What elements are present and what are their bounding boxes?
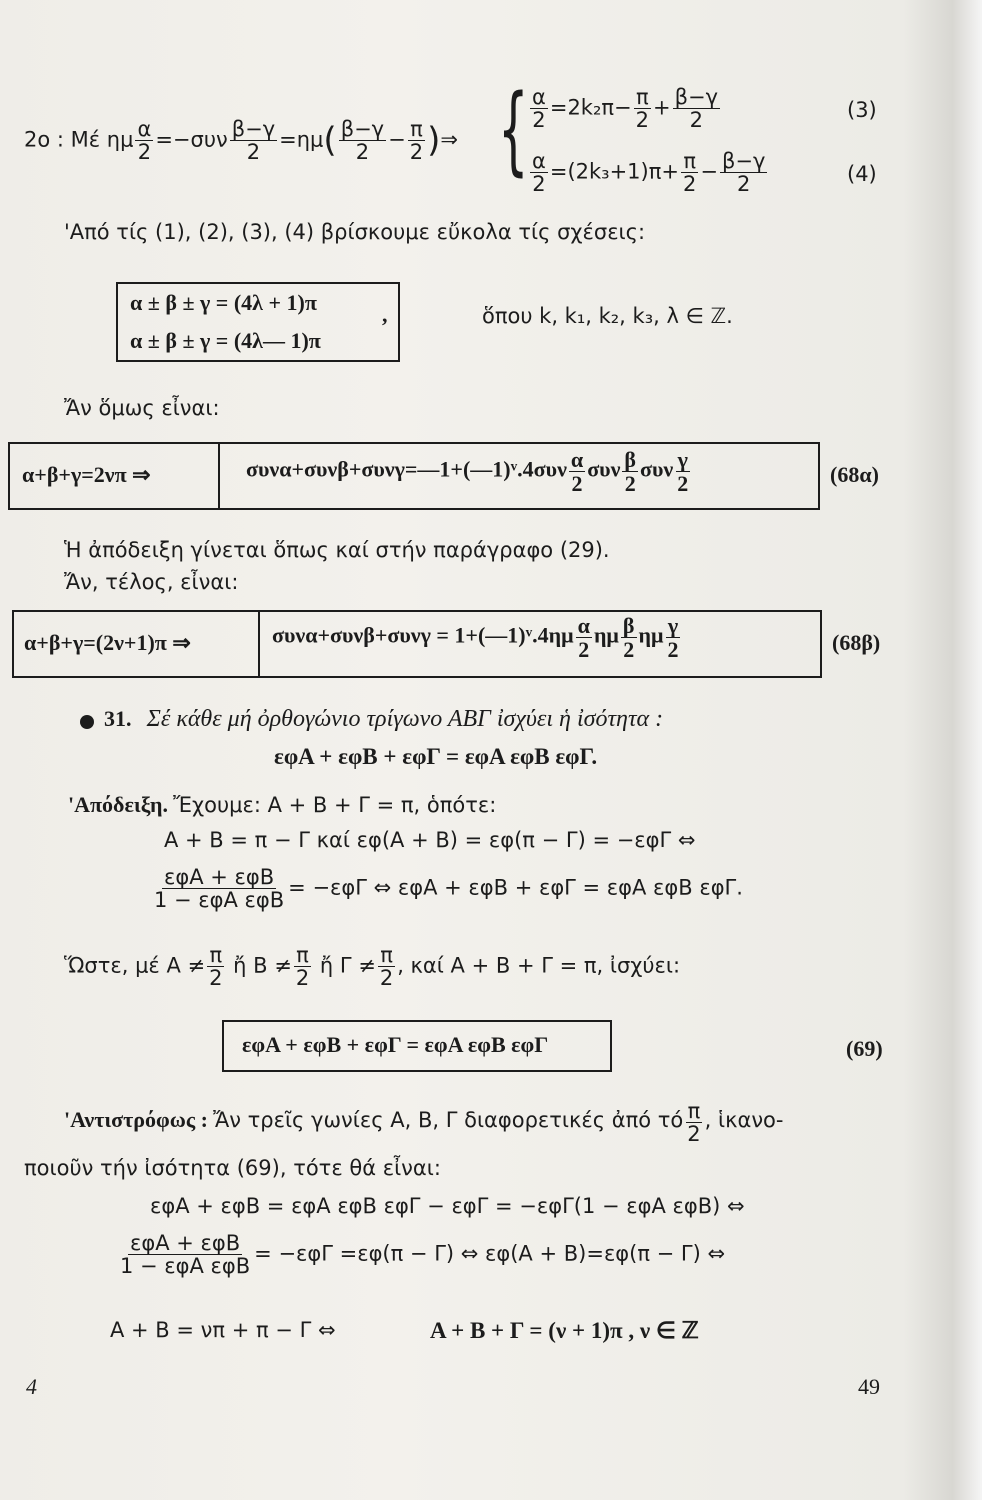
proof-line-1 bbox=[68, 792, 496, 818]
proof-line-3: $\frac{\text{εφΑ + εφΒ}}{\text{1 − εφΑ εφΒ}}$ = −εφΓ ⇔ εφΑ + εφΒ + εφΓ = εφΑ εφΒ εφΓ. bbox=[154, 865, 743, 913]
case2-paren-frac1: $\frac{\beta-\gamma}{2}$ bbox=[340, 117, 385, 165]
section-number: 31. bbox=[104, 706, 132, 731]
section-identity: εφΑ + εφΒ + εφΓ = εφΑ εφΒ εφΓ. bbox=[274, 744, 598, 769]
tag-68b: (68β) bbox=[832, 630, 881, 655]
tag-3: (3) bbox=[847, 98, 877, 122]
case2-eq-lhs: ημ bbox=[106, 127, 134, 152]
footer-left-marker: 4 bbox=[26, 1374, 37, 1399]
eq68b-left: α+β+γ=(2ν+1)π ⇒ bbox=[24, 630, 191, 655]
case2-eq-mid: =−συν bbox=[155, 127, 228, 152]
tag-4: (4) bbox=[847, 162, 877, 186]
left-brace-icon: { bbox=[498, 74, 529, 186]
case2-paren-frac2: $\frac{\pi}{2}$ bbox=[409, 117, 424, 165]
case2-label: 2ο : Μέ bbox=[24, 127, 101, 152]
from-relations-text: 'Από τίς (1), (2), (3), (4) βρίσκουμε εὔκολα τίς σχέσεις: bbox=[64, 220, 646, 244]
case2-equation: 2ο : Μέ ημ $\frac{\alpha}{2}$ =−συν $\frac{\beta-\gamma}{2}$ =ημ( $\frac{\beta-\gamma}{2}$ − $\frac{\pi}{2}$ )⇒ bbox=[24, 117, 458, 165]
eq68a-divider bbox=[218, 442, 220, 510]
page-number: 49 bbox=[858, 1374, 880, 1399]
if-however-text: Ἄν ὅμως εἶναι: bbox=[64, 396, 220, 420]
where-clause: ὅπου k, k₁, k₂, k₃, λ ∈ ℤ. bbox=[482, 304, 733, 328]
proof-label: 'Απόδειξη. bbox=[68, 792, 169, 817]
eq68a-right: συνα+συνβ+συνγ=—1+(—1)ᵛ.4συν $\frac{\alpha}{2}$ συν $\frac{\beta}{2}$ συν $\frac{\gamma}{2}$ bbox=[246, 447, 689, 497]
eq69-text: εφΑ + εφΒ + εφΓ = εφΑ εφΒ εφΓ bbox=[242, 1032, 549, 1057]
converse-label: 'Αντιστρόφως : bbox=[64, 1107, 208, 1133]
converse-line-4: $\frac{\text{εφΑ + εφΒ}}{\text{1 − εφΑ εφΒ}}$ = −εφΓ =εφ(π − Γ) ⇔ εφ(Α + Β)=εφ(π − Γ) ⇔ bbox=[120, 1231, 726, 1279]
relation-line-2: α ± β ± γ = (4λ— 1)π bbox=[130, 328, 321, 353]
case2-eq-mid2: =ημ bbox=[279, 127, 324, 152]
section-31-heading bbox=[80, 706, 663, 733]
section-statement: Σέ κάθε μή ὀρθογώνιο τρίγωνο ΑΒΓ ἰσχύει ἡ ἰσότητα : bbox=[146, 706, 664, 732]
eq68a-left: α+β+γ=2νπ ⇒ bbox=[22, 462, 151, 487]
equation-3: $\frac{\alpha}{2}$ =2k₂π− $\frac{\pi}{2}$ + $\frac{\beta-\gamma}{2}$ bbox=[532, 85, 719, 133]
relation-comma: , bbox=[382, 302, 388, 327]
converse-line-1: 'Αντιστρόφως : Ἄν τρεῖς γωνίες Α, Β, Γ διαφορετικές ἀπό τό $\frac{\pi}{2}$ , ἱκανο- bbox=[64, 1099, 784, 1147]
relation-line-1: α ± β ± γ = (4λ + 1)π bbox=[130, 290, 317, 315]
hence-line: Ὥστε, μέ Α ≠ $\frac{\pi}{2}$ ἤ Β ≠ $\frac{\pi}{2}$ ἤ Γ ≠ $\frac{\pi}{2}$ , καί Α + Β + Γ = π, ἰσχύει: bbox=[64, 943, 681, 991]
eq68b-divider bbox=[258, 610, 260, 678]
tag-68a: (68α) bbox=[830, 462, 879, 487]
converse-line-3: εφΑ + εφΒ = εφΑ εφΒ εφΓ − εφΓ = −εφΓ(1 − εφΑ εφΒ) ⇔ bbox=[150, 1194, 745, 1218]
equation-4: $\frac{\alpha}{2}$ =(2k₃+1)π+ $\frac{\pi}{2}$ − $\frac{\beta-\gamma}{2}$ bbox=[532, 149, 766, 197]
bullet-icon bbox=[80, 715, 94, 729]
if-finally-text: Ἄν, τέλος, εἶναι: bbox=[64, 570, 239, 594]
eq68b-right: συνα+συνβ+συνγ = 1+(—1)ᵛ.4ημ $\frac{\alpha}{2}$ ημ $\frac{\beta}{2}$ ημ $\frac{\gamma}{2}$ bbox=[272, 613, 679, 663]
implies-symbol: ⇒ bbox=[440, 127, 458, 152]
proof-reference-text: Ἡ ἀπόδειξη γίνεται ὅπως καί στήν παράγραφο (29). bbox=[64, 538, 610, 562]
tag-69: (69) bbox=[846, 1036, 883, 1061]
proof-text: Ἔχουμε: Α + Β + Γ = π, ὁπότε: bbox=[173, 793, 497, 817]
converse-line-5-right: Α + Β + Γ = (ν + 1)π , ν ∈ ℤ bbox=[430, 1318, 699, 1343]
proof-line-2: Α + Β = π − Γ καί εφ(Α + Β) = εφ(π − Γ) = −εφΓ ⇔ bbox=[164, 828, 696, 852]
converse-line-2: ποιοῦν τήν ἰσότητα (69), τότε θά εἶναι: bbox=[24, 1156, 441, 1180]
case2-frac2: $\frac{\beta-\gamma}{2}$ bbox=[231, 117, 276, 165]
converse-line-5-left: Α + Β = νπ + π − Γ ⇔ bbox=[110, 1318, 336, 1342]
case2-frac1: $\frac{\alpha}{2}$ bbox=[137, 117, 152, 165]
